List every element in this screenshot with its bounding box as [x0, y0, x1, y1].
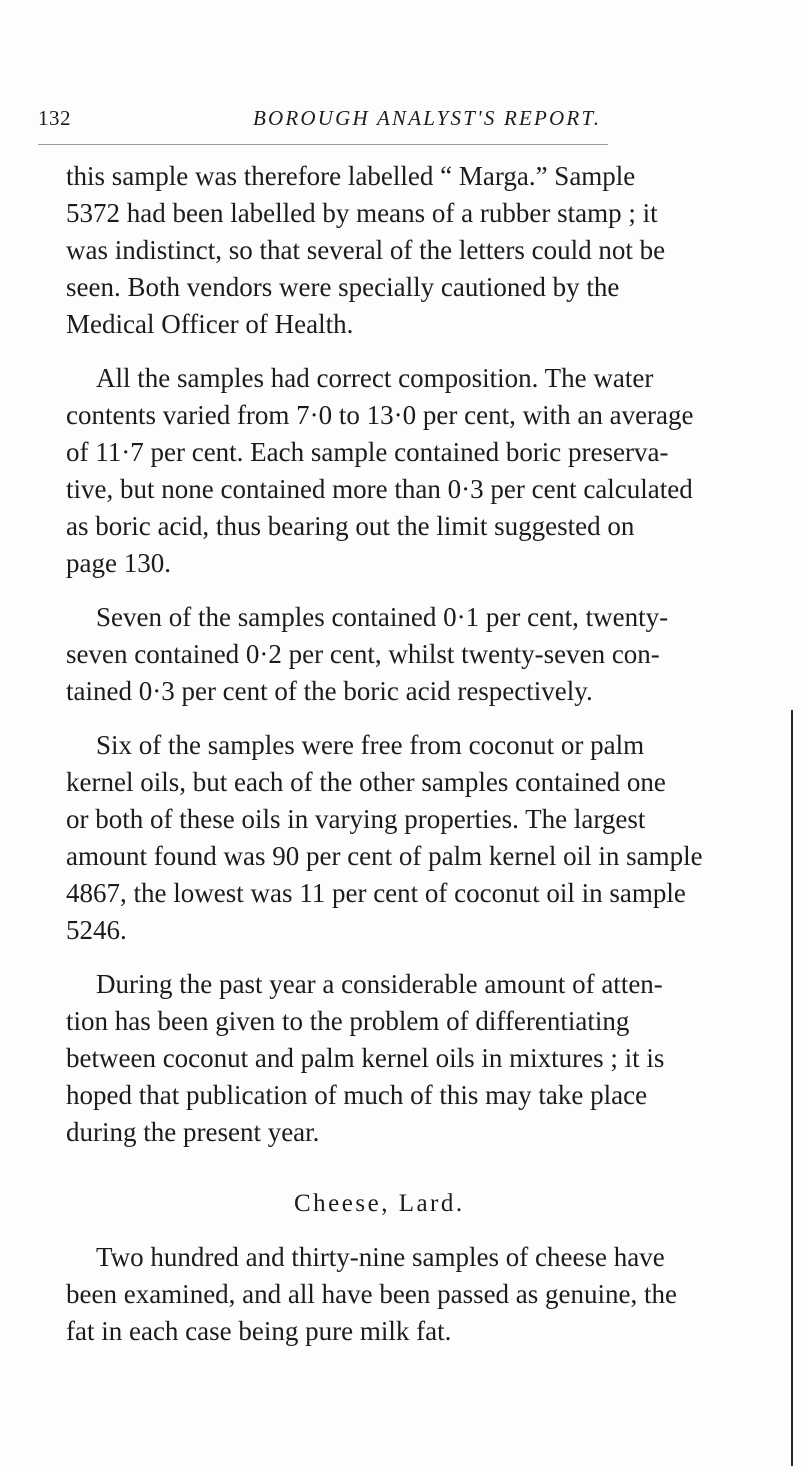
text-line: Six of the samples were free from coconut or palm [96, 730, 645, 760]
paragraph-6 [66, 1239, 801, 1350]
text-line: 5372 had been labelled by means of a rubber stamp ; it [66, 198, 658, 228]
text-line: contents varied from 7·0 to 13·0 per cent, with an average [66, 400, 694, 430]
text-line: Two hundred and thirty-nine samples of cheese have [96, 1242, 665, 1272]
text-line: of 11·7 per cent. Each sample contained boric preserva- [66, 437, 669, 467]
text-line: 5246. [66, 915, 127, 945]
running-head: BOROUGH ANALYST'S REPORT. [253, 106, 602, 130]
paragraph-1 [66, 158, 801, 343]
page-header [38, 106, 778, 132]
header-rule [38, 144, 608, 145]
text-line: amount found was 90 per cent of palm kernel oil in sample [66, 841, 703, 871]
text-line: was indistinct, so that several of the letters could not be [66, 235, 666, 265]
text-line: between coconut and palm kernel oils in mixtures ; it is [66, 1043, 665, 1073]
text-line: seven contained 0·2 per cent, whilst twenty-seven con- [66, 639, 660, 669]
text-line: during the present year. [66, 1117, 320, 1147]
text-line: Medical Officer of Health. [66, 309, 354, 339]
paragraph-5 [66, 966, 801, 1151]
paragraph-4 [66, 727, 801, 949]
paragraph-3 [66, 599, 801, 710]
text-line: been examined, and all have been passed as genuine, the [66, 1279, 678, 1309]
text-line: tained 0·3 per cent of the boric acid respectively. [66, 676, 593, 706]
text-line: page 130. [66, 548, 171, 578]
page-edge-shadow [791, 710, 793, 1466]
paragraph-2 [66, 360, 801, 582]
text-line: tive, but none contained more than 0·3 per cent calculated [66, 474, 693, 504]
text-line: this sample was therefore labelled “ Marga.” Sample [66, 161, 636, 191]
text-line: as boric acid, thus bearing out the limit suggested on [66, 511, 635, 541]
text-line: or both of these oils in varying properties. The largest [66, 804, 646, 834]
text-line: hoped that publication of much of this may take place [66, 1080, 648, 1110]
section-heading: Cheese, Lard. [294, 1190, 465, 1217]
page-number: 132 [38, 106, 71, 130]
text-line: 4867, the lowest was 11 per cent of coconut oil in sample [66, 878, 686, 908]
body-text [66, 158, 801, 1350]
text-line: All the samples had correct composition. The water [96, 363, 654, 393]
text-line: seen. Both vendors were specially cautioned by the [66, 272, 620, 302]
text-line: fat in each case being pure milk fat. [66, 1316, 452, 1346]
text-line: tion has been given to the problem of differentiating [66, 1006, 630, 1036]
text-line: During the past year a considerable amount of atten- [96, 969, 663, 999]
text-line: Seven of the samples contained 0·1 per cent, twenty- [96, 602, 669, 632]
text-line: kernel oils, but each of the other samples contained one [66, 767, 666, 797]
